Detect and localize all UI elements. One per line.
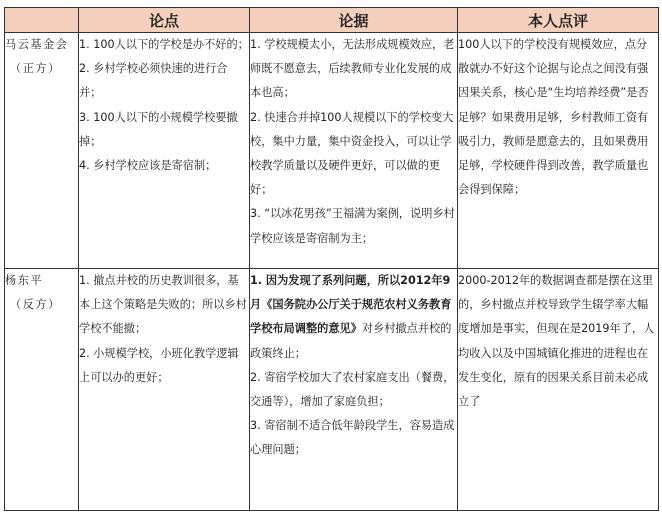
arguments-cell [79,33,250,269]
comment-cell [458,33,659,269]
evidence-item: 2. 快速合并掉100人规模以下的学校变大校，集中力量，集中资金投入，可以让学校教学质量以及硬件更好，可以做的更好； [250,110,454,197]
speaker-cell [5,33,79,269]
table-row [5,269,659,511]
evidence-item: 3. “以冰花男孩”王福满为案例，说明乡村学校应该是寄宿制为主； [250,207,455,245]
argument-item: 2. 乡村学校必须快速的进行合并； [79,62,228,100]
evidence-policy-tail: 对乡村撤点并校的政策终止； [250,322,452,360]
evidence-cell [250,269,458,511]
speaker-side: （正方） [10,62,61,76]
comment-cell [458,269,659,511]
evidence-item: 1. 学校规模太小，无法形成规模效应，老师既不愿意去，后续教师专业化发展的成本也高； [250,38,455,100]
speaker-side: （反方） [10,298,61,312]
evidence-item: 3. 寄宿制不适合低年龄段学生，容易造成心理问题； [250,419,455,457]
speaker-name: 杨东平 [5,274,44,287]
argument-item: 3. 100人以下的小规模学校要撤掉； [79,110,238,148]
argument-item: 4. 乡村学校应该是寄宿制； [79,159,217,173]
speaker-name: 马云基金会 [5,38,69,51]
header-evidence: 论据 [250,8,458,33]
header-arguments: 论点 [79,8,250,33]
argument-item: 2. 小规模学校，小班化教学逻辑上可以办的更好； [79,346,239,384]
evidence-cell [250,33,458,269]
speaker-cell [5,269,79,511]
header-speaker [5,8,79,33]
arguments-cell [79,269,250,511]
comment-text: 2000-2012年的数据调查都是摆在这里的，乡村撤点并校导致学生辍学率大幅度增加是事实，但现在是2019年了，人均收入以及中国城镇化推进的进程也在发生变化，原有的因果关系目前未必成立了 [458,274,655,409]
evidence-policy-text: 1. 因为发现了系列问题，所以2012年9月《国务院办公厅关于规范农村义务教育学校布局调整的意见》 [250,274,452,336]
argument-item: 1. 100人以下的学校是办不好的； [79,38,249,51]
header-comment: 本人点评 [458,8,659,33]
comment-text: 100人以下的学校没有规模效应，点分散就办不好这个论据与论点之间没有强因果关系，核心是“生均培养经费”是否足够？如果费用足够，乡村教师工资有吸引力，教师是愿意去的，且如果费用足够，学校硬件得到改善，教学质量也会得到保障； [458,38,649,197]
table-row [5,33,659,269]
evidence-item [250,269,457,366]
argument-item: 1. 撤点并校的历史教训很多，基本上这个策略是失败的；所以乡村学校不能撤； [79,274,247,336]
header-row [5,8,659,33]
debate-table [4,7,659,511]
evidence-item: 2. 寄宿学校加大了农村家庭支出（餐费，交通等），增加了家庭负担； [250,370,455,409]
